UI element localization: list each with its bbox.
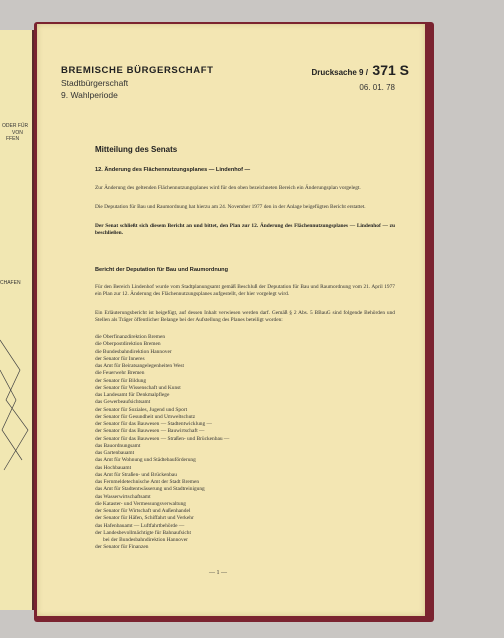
left-fragment: ODER FÜR: [2, 123, 29, 129]
list-item: der Senator für Wirtschaft und Außenhandel: [95, 508, 191, 514]
left-fragment: FFEN: [6, 136, 20, 142]
report-heading: Bericht der Deputation für Bau und Raumordnung: [95, 267, 229, 273]
intro-paragraph: Zur Änderung des geltenden Flächennutzungsplanes wird für den oben bezeichneten Bereich ein Änderungsplan vorgelegt.: [95, 185, 361, 191]
list-item: bei der Bundesbahndirektion Hannover: [103, 537, 188, 543]
document-page: [37, 24, 425, 616]
list-item: das Bauordnungsamt: [95, 442, 141, 449]
left-fragment: VON: [12, 130, 23, 136]
left-fragment: CHAFEN: [0, 280, 21, 286]
drucksache-number: 371 S: [372, 62, 409, 78]
list-item: das Hochbauamt: [95, 464, 132, 471]
list-item: das Amt für Beiratsangelegenheiten West: [95, 363, 184, 369]
subject-heading: 12. Änderung des Flächennutzungsplanes — Lindenhof —: [95, 167, 251, 173]
previous-page-edge: [0, 30, 34, 610]
document-date: 06. 01. 78: [359, 83, 395, 92]
list-item: der Senator für das Bauwesen — Stadtentwicklung —: [95, 421, 212, 427]
document-title: Mitteilung des Senats: [95, 145, 178, 154]
list-item: das Amt für Stadtentwässerung und Stadtreinigung: [95, 486, 205, 493]
list-item: der Senator für Soziales, Jugend und Sport: [95, 406, 188, 413]
list-item: das Gewerbeaufsichtsamt: [95, 399, 151, 406]
report-paragraph: Ein Erläuterungsbericht ist beigefügt, auf dessen Inhalt verwiesen werden darf. Gemäß § 2 Abs. 5 BBauG sind folgende Behörden und Stellen als Träger öffentlicher Belange bei der Aufstellung des Planes beteiligt worden:: [95, 310, 395, 324]
list-item: die Bundesbahndirektion Hannover: [95, 348, 172, 355]
list-item: die Oberpostdirektion Bremen: [95, 341, 161, 348]
list-item: der Landesbevollmächtigte für Bahnaufsicht: [95, 529, 191, 536]
list-item: das Fernmeldetechnische Amt der Stadt Bremen: [95, 479, 200, 485]
list-item: der Senator für das Bauwesen — Bauwirtschaft —: [95, 428, 205, 435]
list-item: das Amt für Wohnung und Städtebauförderung: [95, 457, 196, 464]
request-paragraph: Der Senat schließt sich diesem Bericht an und bittet, den Plan zur 12. Änderung des Flächennutzungsplanes — Lindenhof — zu beschließen.: [95, 223, 395, 237]
chamber-subtitle: Stadtbürgerschaft: [61, 78, 129, 88]
map-fragment: [0, 330, 32, 490]
list-item: der Senator für das Bauwesen — Straßen- und Brückenbau —: [95, 435, 230, 442]
list-item: die Feuerwehr Bremen: [95, 370, 145, 377]
list-item: der Senator für Häfen, Schiffahrt und Verkehr: [95, 515, 194, 522]
list-item: der Senator für Inneres: [95, 355, 145, 362]
list-item: das Amt für Straßen- und Brückenbau: [95, 471, 177, 478]
list-item: der Senator für Wissenschaft und Kunst: [95, 384, 181, 391]
document-number: [311, 62, 409, 80]
report-paragraph: Für den Bereich Lindenhof wurde vom Stadtplanungsamt gemäß Beschluß der Deputation für Bau und Raumordnung vom 21. April 1977 ein Plan zur 12. Änderung des Flächennutzungsplanes aufgestellt, der hier vorgelegt wird.: [95, 284, 395, 298]
page-number: — 1 —: [209, 570, 227, 576]
list-item: der Senator für Gesundheit und Umweltschutz: [95, 413, 196, 420]
parliament-title: BREMISCHE BÜRGERSCHAFT: [61, 65, 214, 76]
intro-paragraph: Die Deputation für Bau und Raumordnung hat hierzu am 24. November 1977 den in der Anlage beigefügten Bericht erstattet.: [95, 204, 366, 210]
list-item: die Oberfinanzdirektion Bremen: [95, 334, 166, 340]
list-item: das Hafenbauamt — Luftfahrtbehörde —: [95, 522, 185, 529]
agency-list: [95, 334, 395, 552]
drucksache-label: Drucksache 9 /: [311, 68, 368, 77]
list-item: der Senator für Finanzen: [95, 544, 149, 551]
list-item: das Gartenbauamt: [95, 450, 135, 456]
list-item: das Wasserwirtschaftsamt: [95, 493, 151, 500]
list-item: das Landesamt für Denkmalpflege: [95, 392, 170, 398]
list-item: der Senator für Bildung: [95, 377, 147, 384]
period-subtitle: 9. Wahlperiode: [61, 90, 118, 100]
list-item: die Kataster- und Vermessungsverwaltung: [95, 500, 186, 507]
